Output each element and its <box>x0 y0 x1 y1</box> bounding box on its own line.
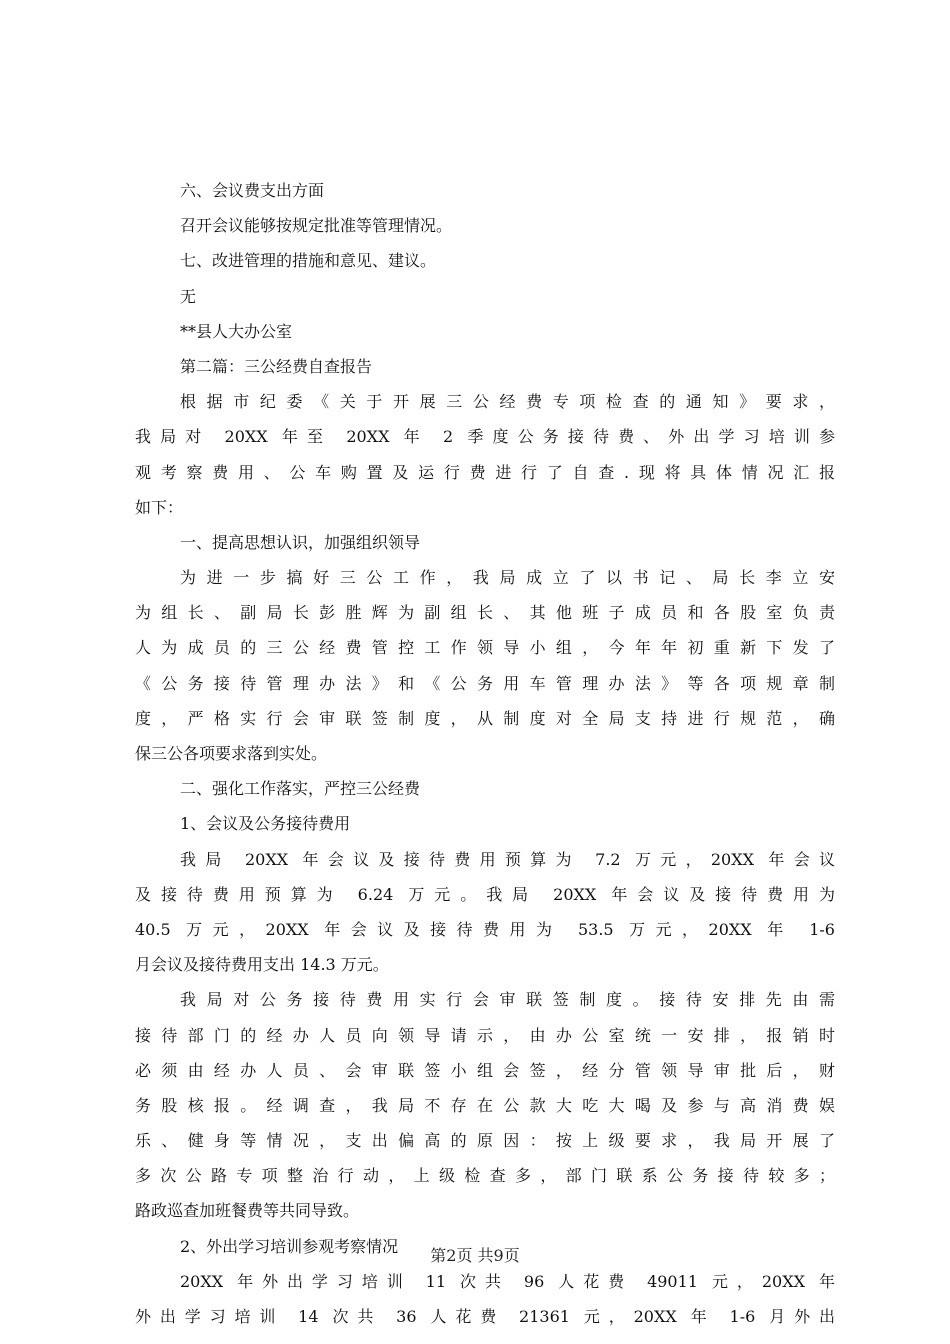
text-line: 保三公各项要求落到实处。 <box>135 744 328 763</box>
text-line: 根据市纪委《关于开展三公经费专项检查的通知》要求， <box>180 392 835 412</box>
page-number: 第2页 共9页 <box>430 1246 520 1265</box>
subsection-heading-training: 2、外出学习培训参观考察情况 <box>180 1236 399 1256</box>
text-line: 度，严格实行会审联签制度，从制度对全局支持进行规范，确 <box>135 708 835 728</box>
chapter-title: 第二篇：三公经费自查报告 <box>180 356 373 376</box>
signature-office: **县人大办公室 <box>180 321 293 341</box>
section-heading-meeting-fees: 六、会议费支出方面 <box>180 181 325 200</box>
text-line: 我局对公务接待费用实行会审联签制度。接待安排先由需 <box>180 990 835 1010</box>
text-line: 我局对 20XX 年至 20XX 年 2 季度公务接待费、外出学习培训参 <box>135 427 835 447</box>
text-line: 观考察费用、公车购置及运行费进行了自查.现将具体情况汇报 <box>135 462 835 482</box>
text-line: 多次公路专项整治行动，上级检查多，部门联系公务接待较多； <box>135 1166 835 1186</box>
text-line: 召开会议能够按规定批准等管理情况。 <box>180 216 453 236</box>
text-line: 为组长、副局长彭胜辉为副组长、其他班子成员和各股室负责 <box>135 603 835 623</box>
text-line: 如下： <box>135 497 184 517</box>
document-body <box>135 178 835 1339</box>
text-line: 乐、健身等情况，支出偏高的原因：按上级要求，我局开展了 <box>135 1131 835 1151</box>
section-heading-implementation: 二、强化工作落实，严控三公经费 <box>180 779 421 799</box>
text-line: 无 <box>180 286 197 306</box>
text-line: 外出学习培训 14 次共 36 人花费 21361 元，20XX 年 1-6 月外出 <box>135 1307 835 1326</box>
section-heading-awareness: 一、提高思想认识，加强组织领导 <box>180 532 421 552</box>
text-line: 我局 20XX 年会议及接待费用预算为 7.2 万元，20XX 年会议 <box>180 849 835 869</box>
text-line: 20XX 年外出学习培训 11 次共 96 人花费 49011 元，20XX 年 <box>180 1271 835 1291</box>
text-line: 为进一步搞好三公工作，我局成立了以书记、局长李立安 <box>180 568 835 588</box>
text-line: 人为成员的三公经费管控工作领导小组，今年年初重新下发了 <box>135 638 835 658</box>
text-line: 40.5 万元，20XX 年会议及接待费用为 53.5 万元，20XX 年 1-6 <box>135 919 835 939</box>
text-line: 及接待费用预算为 6.24 万元。我局 20XX 年会议及接待费用为 <box>135 884 835 904</box>
text-line: 务股核报。经调查，我局不存在公款大吃大喝及参与高消费娱 <box>135 1095 835 1115</box>
text-line: 月会议及接待费用支出 14.3 万元。 <box>135 955 389 975</box>
text-line: 必须由经办人员、会审联签小组会签，经分管领导审批后，财 <box>135 1060 835 1080</box>
subsection-heading-meeting-reception: 1、会议及公务接待费用 <box>180 814 351 834</box>
text-line: 路政巡查加班餐费等共同导致。 <box>135 1201 360 1221</box>
section-heading-improvements: 七、改进管理的措施和意见、建议。 <box>180 251 437 271</box>
text-line: 《公务接待管理办法》和《公务用车管理办法》等各项规章制 <box>135 673 835 693</box>
text-line: 接待部门的经办人员向领导请示，由办公室统一安排，报销时 <box>135 1025 835 1045</box>
